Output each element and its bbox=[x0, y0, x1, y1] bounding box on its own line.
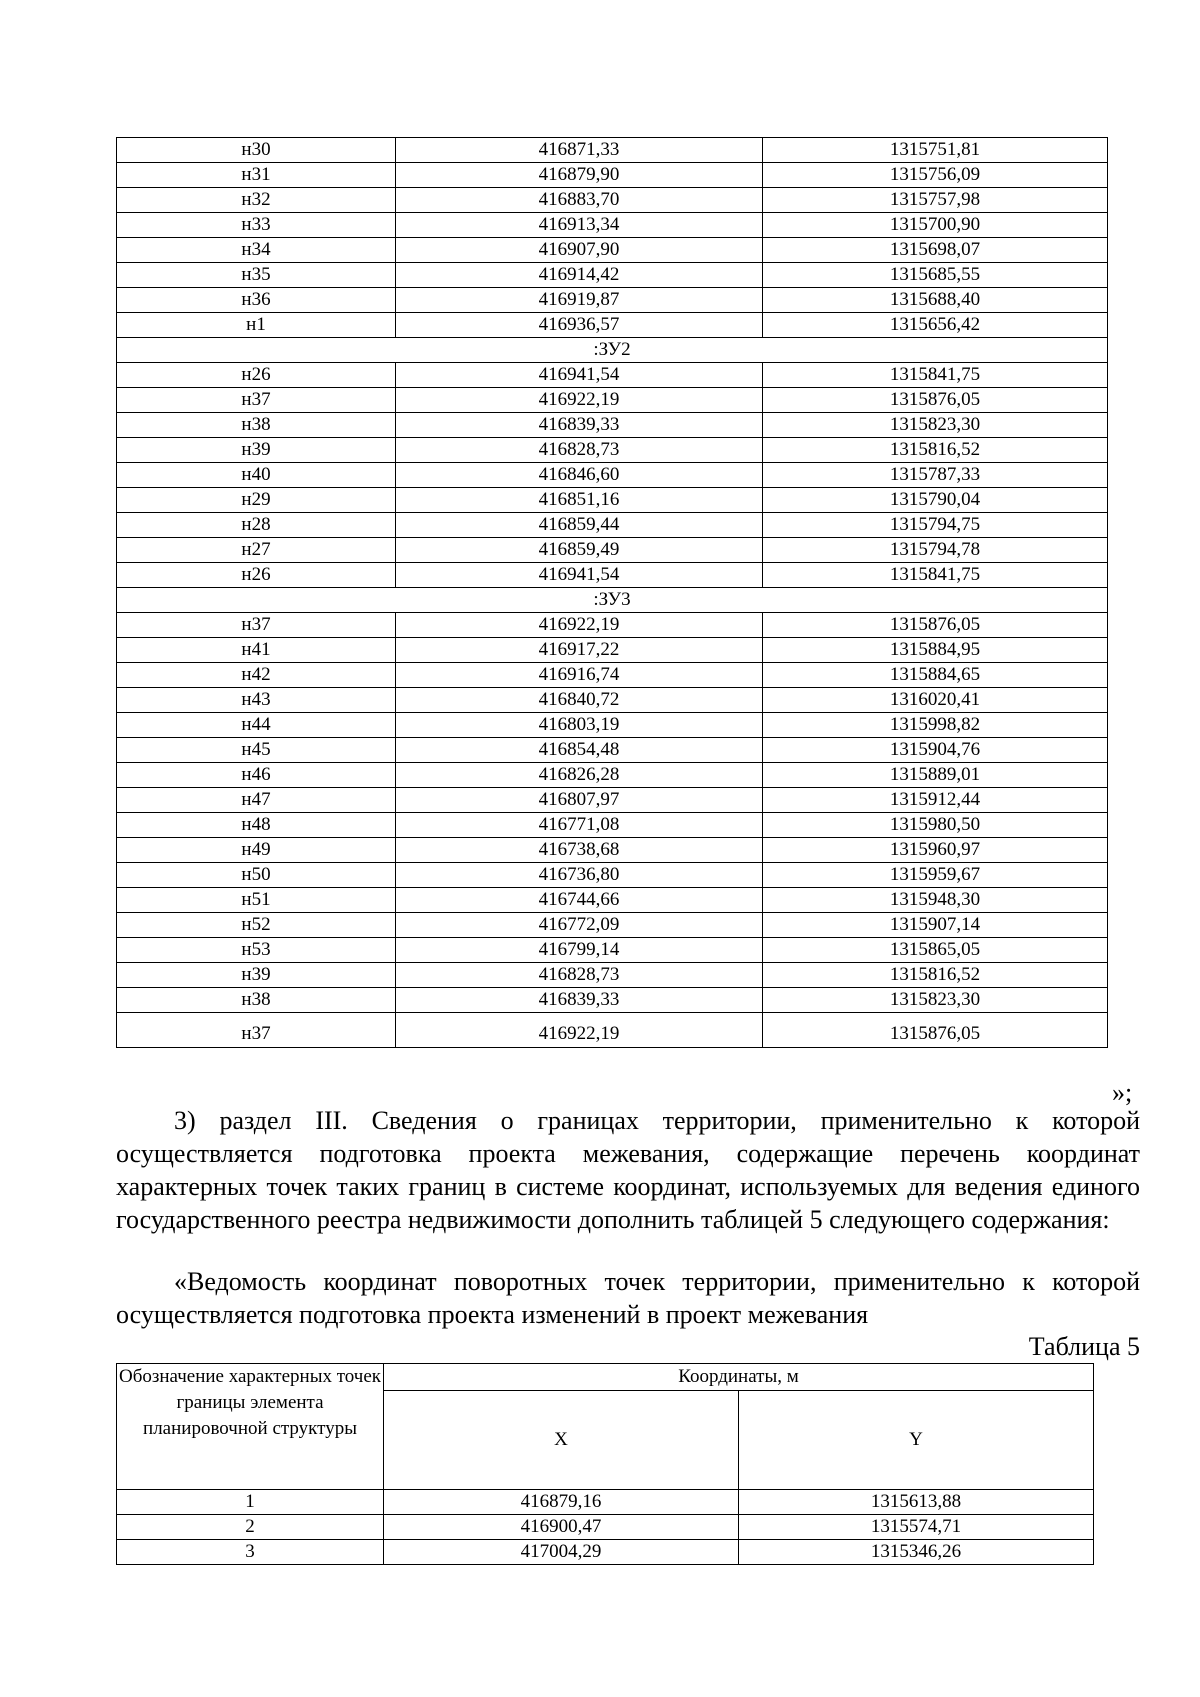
table-row bbox=[117, 713, 1108, 738]
point-cell: н31 bbox=[117, 163, 396, 188]
table-row bbox=[117, 688, 1108, 713]
point-cell: н48 bbox=[117, 813, 396, 838]
x-cell: 416883,70 bbox=[396, 188, 763, 213]
y-cell: 1315574,71 bbox=[739, 1515, 1094, 1540]
x-cell: 416839,33 bbox=[396, 988, 763, 1013]
y-cell: 1315685,55 bbox=[763, 263, 1108, 288]
paragraph-section-iii: 3) раздел III. Сведения о границах территории, применительно к которой осуществляется подготовка проекта межевания, содержащие перечень координат характерных точек таких границ в системе координат, используемых для ведения единого государственного реестра недвижимости дополнить таблицей 5 следующего содержания: bbox=[116, 1106, 1140, 1234]
table-row bbox=[117, 1540, 1094, 1565]
table-row bbox=[117, 813, 1108, 838]
x-cell: 416846,60 bbox=[396, 463, 763, 488]
y-cell: 1315787,33 bbox=[763, 463, 1108, 488]
point-cell: 3 bbox=[117, 1540, 384, 1565]
table-row bbox=[117, 163, 1108, 188]
point-cell: н53 bbox=[117, 938, 396, 963]
table-row bbox=[117, 1490, 1094, 1515]
point-cell: н35 bbox=[117, 263, 396, 288]
y-cell: 1315841,75 bbox=[763, 563, 1108, 588]
x-cell: 416807,97 bbox=[396, 788, 763, 813]
y-cell: 1315884,95 bbox=[763, 638, 1108, 663]
table-row bbox=[117, 288, 1108, 313]
table-5-caption: Таблица 5 bbox=[1028, 1332, 1140, 1361]
y-cell: 1315865,05 bbox=[763, 938, 1108, 963]
y-cell: 1315884,65 bbox=[763, 663, 1108, 688]
table-row bbox=[117, 988, 1108, 1013]
x-cell: 416900,47 bbox=[384, 1515, 739, 1540]
table-row bbox=[117, 213, 1108, 238]
point-cell: н28 bbox=[117, 513, 396, 538]
x-cell: 416803,19 bbox=[396, 713, 763, 738]
table-row bbox=[117, 663, 1108, 688]
point-cell: н37 bbox=[117, 388, 396, 413]
x-cell: 416941,54 bbox=[396, 363, 763, 388]
coordinates-table bbox=[116, 137, 1108, 1048]
point-cell: н46 bbox=[117, 763, 396, 788]
table-row bbox=[117, 313, 1108, 338]
point-cell: н38 bbox=[117, 413, 396, 438]
y-cell: 1315904,76 bbox=[763, 738, 1108, 763]
x-cell: 416839,33 bbox=[396, 413, 763, 438]
x-cell: 416916,74 bbox=[396, 663, 763, 688]
x-cell: 416879,16 bbox=[384, 1490, 739, 1515]
table-row bbox=[117, 488, 1108, 513]
table-row bbox=[117, 538, 1108, 563]
point-cell: н44 bbox=[117, 713, 396, 738]
x-cell: 417004,29 bbox=[384, 1540, 739, 1565]
y-cell: 1315346,26 bbox=[739, 1540, 1094, 1565]
table-row bbox=[117, 788, 1108, 813]
y-cell: 1315912,44 bbox=[763, 788, 1108, 813]
y-cell: 1315794,78 bbox=[763, 538, 1108, 563]
y-cell: 1315757,98 bbox=[763, 188, 1108, 213]
paragraph-statement-title: «Ведомость координат поворотных точек территории, применительно к которой осуществляется подготовка проекта изменений в проект межевания bbox=[116, 1267, 1140, 1329]
y-cell: 1315613,88 bbox=[739, 1490, 1094, 1515]
point-cell: н36 bbox=[117, 288, 396, 313]
table-row bbox=[117, 638, 1108, 663]
x-cell: 416772,09 bbox=[396, 913, 763, 938]
x-header: X bbox=[384, 1391, 739, 1490]
point-cell: 1 bbox=[117, 1490, 384, 1515]
point-cell: н32 bbox=[117, 188, 396, 213]
x-cell: 416922,19 bbox=[396, 613, 763, 638]
point-cell: н41 bbox=[117, 638, 396, 663]
table-5-body bbox=[117, 1490, 1094, 1565]
y-cell: 1315876,05 bbox=[763, 388, 1108, 413]
point-cell: н47 bbox=[117, 788, 396, 813]
table-row bbox=[117, 513, 1108, 538]
section-label: :ЗУ3 bbox=[117, 588, 1108, 613]
table-row bbox=[117, 938, 1108, 963]
table-row bbox=[117, 188, 1108, 213]
x-cell: 416919,87 bbox=[396, 288, 763, 313]
x-cell: 416941,54 bbox=[396, 563, 763, 588]
x-cell: 416851,16 bbox=[396, 488, 763, 513]
table-row bbox=[117, 363, 1108, 388]
table-row bbox=[117, 863, 1108, 888]
point-cell: н37 bbox=[117, 613, 396, 638]
table-row bbox=[117, 888, 1108, 913]
x-cell: 416840,72 bbox=[396, 688, 763, 713]
y-cell: 1315876,05 bbox=[763, 1013, 1108, 1048]
table-row bbox=[117, 1013, 1108, 1048]
y-cell: 1315948,30 bbox=[763, 888, 1108, 913]
y-cell: 1315656,42 bbox=[763, 313, 1108, 338]
point-cell: н49 bbox=[117, 838, 396, 863]
y-cell: 1315876,05 bbox=[763, 613, 1108, 638]
table-row bbox=[117, 763, 1108, 788]
x-cell: 416771,08 bbox=[396, 813, 763, 838]
y-cell: 1315756,09 bbox=[763, 163, 1108, 188]
y-cell: 1315688,40 bbox=[763, 288, 1108, 313]
y-header: Y bbox=[739, 1391, 1094, 1490]
coordinates-table-body bbox=[117, 138, 1108, 1048]
point-cell: н39 bbox=[117, 438, 396, 463]
point-cell: н38 bbox=[117, 988, 396, 1013]
x-cell: 416859,44 bbox=[396, 513, 763, 538]
y-cell: 1315816,52 bbox=[763, 963, 1108, 988]
y-cell: 1316020,41 bbox=[763, 688, 1108, 713]
y-cell: 1315698,07 bbox=[763, 238, 1108, 263]
y-cell: 1315816,52 bbox=[763, 438, 1108, 463]
point-cell: н52 bbox=[117, 913, 396, 938]
x-cell: 416854,48 bbox=[396, 738, 763, 763]
y-cell: 1315794,75 bbox=[763, 513, 1108, 538]
table-5-header bbox=[117, 1364, 1094, 1490]
y-cell: 1315841,75 bbox=[763, 363, 1108, 388]
point-cell: 2 bbox=[117, 1515, 384, 1540]
y-cell: 1315790,04 bbox=[763, 488, 1108, 513]
table-row bbox=[117, 963, 1108, 988]
point-cell: н1 bbox=[117, 313, 396, 338]
closing-quote: »; bbox=[1112, 1078, 1133, 1107]
designation-header: Обозначение характерных точек границы элемента планировочной структуры bbox=[117, 1364, 384, 1490]
x-cell: 416799,14 bbox=[396, 938, 763, 963]
section-label: :ЗУ2 bbox=[117, 338, 1108, 363]
y-cell: 1315959,67 bbox=[763, 863, 1108, 888]
y-cell: 1315889,01 bbox=[763, 763, 1108, 788]
table-row bbox=[117, 238, 1108, 263]
y-cell: 1315960,97 bbox=[763, 838, 1108, 863]
table-row bbox=[117, 1515, 1094, 1540]
table-row bbox=[117, 438, 1108, 463]
x-cell: 416736,80 bbox=[396, 863, 763, 888]
point-cell: н40 bbox=[117, 463, 396, 488]
table-row bbox=[117, 138, 1108, 163]
x-cell: 416738,68 bbox=[396, 838, 763, 863]
point-cell: н45 bbox=[117, 738, 396, 763]
table-row bbox=[117, 563, 1108, 588]
x-cell: 416744,66 bbox=[396, 888, 763, 913]
table-row bbox=[117, 613, 1108, 638]
y-cell: 1315907,14 bbox=[763, 913, 1108, 938]
point-cell: н50 bbox=[117, 863, 396, 888]
y-cell: 1315751,81 bbox=[763, 138, 1108, 163]
y-cell: 1315823,30 bbox=[763, 413, 1108, 438]
section-row bbox=[117, 338, 1108, 363]
point-cell: н33 bbox=[117, 213, 396, 238]
x-cell: 416922,19 bbox=[396, 1013, 763, 1048]
table-5-header-row bbox=[117, 1364, 1094, 1391]
table-row bbox=[117, 463, 1108, 488]
x-cell: 416914,42 bbox=[396, 263, 763, 288]
table-row bbox=[117, 913, 1108, 938]
table-row bbox=[117, 388, 1108, 413]
x-cell: 416936,57 bbox=[396, 313, 763, 338]
x-cell: 416907,90 bbox=[396, 238, 763, 263]
x-cell: 416879,90 bbox=[396, 163, 763, 188]
x-cell: 416859,49 bbox=[396, 538, 763, 563]
x-cell: 416828,73 bbox=[396, 963, 763, 988]
point-cell: н43 bbox=[117, 688, 396, 713]
table-row bbox=[117, 838, 1108, 863]
table-row bbox=[117, 413, 1108, 438]
x-cell: 416922,19 bbox=[396, 388, 763, 413]
x-cell: 416917,22 bbox=[396, 638, 763, 663]
y-cell: 1315700,90 bbox=[763, 213, 1108, 238]
table-row bbox=[117, 738, 1108, 763]
point-cell: н26 bbox=[117, 563, 396, 588]
point-cell: н51 bbox=[117, 888, 396, 913]
point-cell: н27 bbox=[117, 538, 396, 563]
x-cell: 416828,73 bbox=[396, 438, 763, 463]
point-cell: н37 bbox=[117, 1013, 396, 1048]
table-5 bbox=[116, 1363, 1094, 1565]
x-cell: 416871,33 bbox=[396, 138, 763, 163]
section-row bbox=[117, 588, 1108, 613]
y-cell: 1315980,50 bbox=[763, 813, 1108, 838]
point-cell: н26 bbox=[117, 363, 396, 388]
x-cell: 416826,28 bbox=[396, 763, 763, 788]
point-cell: н34 bbox=[117, 238, 396, 263]
point-cell: н42 bbox=[117, 663, 396, 688]
point-cell: н29 bbox=[117, 488, 396, 513]
point-cell: н39 bbox=[117, 963, 396, 988]
y-cell: 1315823,30 bbox=[763, 988, 1108, 1013]
y-cell: 1315998,82 bbox=[763, 713, 1108, 738]
point-cell: н30 bbox=[117, 138, 396, 163]
table-row bbox=[117, 263, 1108, 288]
coordinates-header: Координаты, м bbox=[384, 1364, 1094, 1391]
x-cell: 416913,34 bbox=[396, 213, 763, 238]
